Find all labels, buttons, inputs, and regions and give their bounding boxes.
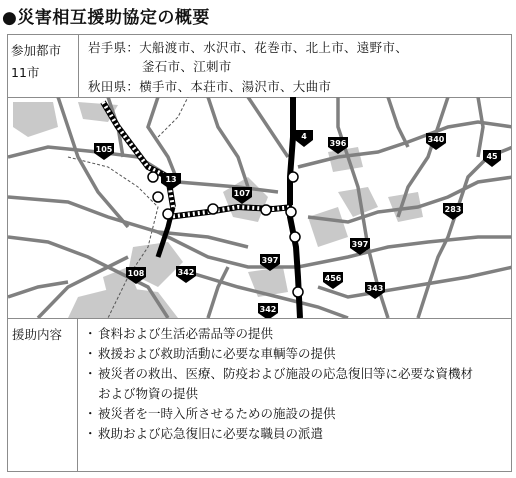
agreement-table (7, 34, 512, 472)
route-105-shield (94, 143, 114, 160)
support-item: ・ 被災者の救出、医療、防疫および施設の応急復旧等に必要な資機材 (88, 364, 508, 384)
page-title: ●災害相互援助協定の概要 (2, 8, 210, 28)
iwate-cities-line2: 釜石市、江刺市 (142, 59, 232, 74)
participants-label-line2: 11市 (11, 65, 40, 80)
region-map (8, 97, 511, 319)
route-105-label: 105 (95, 145, 113, 154)
route-456-label: 456 (324, 274, 342, 283)
map-svg (8, 97, 511, 318)
akita-cities-line: 秋田県：横手市、本荘市、湯沢市、大曲市 (88, 79, 332, 94)
participants-row (8, 35, 511, 98)
route-456-shield (323, 272, 343, 289)
participants-label (8, 35, 79, 97)
route-342-label: 342 (177, 268, 195, 277)
route-396-label: 396 (329, 139, 347, 148)
route-283-label: 283 (444, 205, 462, 214)
route-283-shield (443, 203, 463, 220)
route-340-label: 340 (427, 135, 445, 144)
support-item: ・ 救援および救助活動に必要な車輌等の提供 (88, 344, 508, 364)
support-list (88, 324, 508, 444)
support-item: ・ 被災者を一時入所させるための施設の提供 (88, 404, 508, 424)
route-45-shield (483, 150, 501, 167)
support-item-continued: および物資の提供 (98, 386, 199, 401)
route-4-label: 4 (301, 132, 307, 141)
participants-label-line1: 参加都市 (11, 43, 62, 58)
route-107-label: 107 (233, 189, 251, 198)
support-row (8, 318, 511, 471)
route-342-shield (176, 266, 196, 283)
route-397-label: 397 (261, 256, 279, 265)
support-item: ・ 救助および応急復旧に必要な職員の派遣 (88, 424, 508, 444)
route-397b-label: 397 (351, 240, 369, 249)
route-343-label: 343 (366, 284, 384, 293)
route-342b-shield (258, 303, 278, 318)
route-342b-label: 342 (259, 305, 277, 314)
route-108-label: 108 (127, 269, 145, 278)
route-13-label: 13 (165, 175, 177, 184)
route-45-label: 45 (486, 152, 498, 161)
support-label: 援助内容 (8, 318, 78, 471)
route-13-shield (161, 173, 181, 190)
route-340-shield (426, 133, 446, 150)
route-4-shield (295, 130, 313, 147)
support-item: ・ 食料および生活必需品等の提供 (88, 324, 508, 344)
iwate-cities-line1: 岩手県：大船渡市、水沢市、花巻市、北上市、遠野市、 (88, 40, 409, 55)
